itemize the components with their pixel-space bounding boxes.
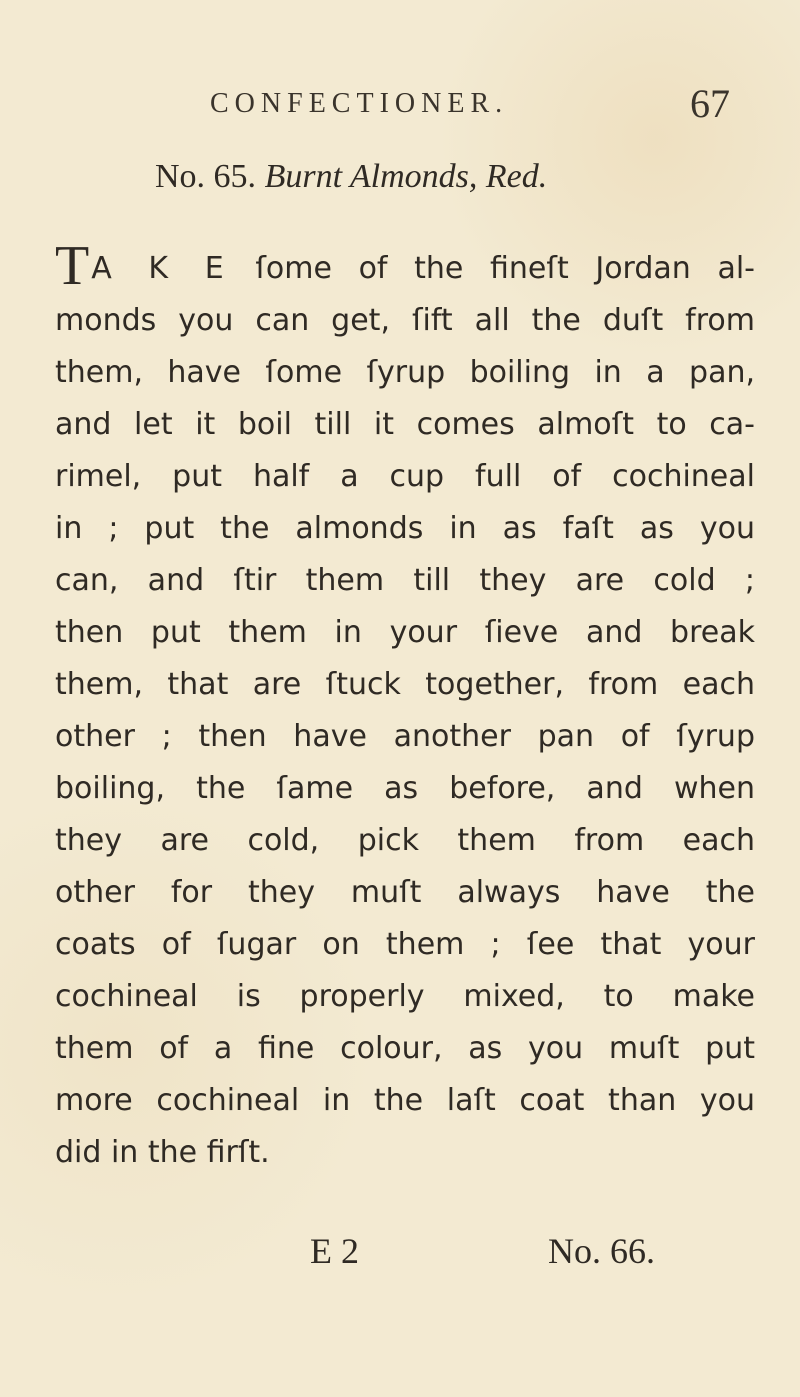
body-line: them of a fine colour, as you muſt put	[55, 1031, 755, 1066]
body-line: boiling, the ſame as before, and when	[55, 771, 755, 806]
body-line: them, have ſome ſyrup boiling in a pan,	[55, 355, 755, 390]
body-line: cochineal is properly mixed, to make	[55, 979, 755, 1014]
body-line: in ; put the almonds in as faſt as you	[55, 511, 755, 546]
body-line: them, that are ſtuck together, from each	[55, 667, 755, 702]
page-footer	[0, 1230, 800, 1280]
running-title: CONFECTIONER.	[210, 88, 509, 119]
body-line: can, and ſtir them till they are cold ;	[55, 563, 755, 598]
body-line: more cochineal in the laſt coat than you	[55, 1083, 755, 1118]
body-line: rimel, put half a cup full of cochineal	[55, 459, 755, 494]
body-line-text: ſome of the fineſt Jordan al-	[255, 251, 755, 286]
page-number: 67	[690, 81, 730, 126]
recipe-number: No. 65.	[155, 158, 257, 195]
page-header	[210, 80, 750, 130]
body-line-1	[55, 235, 755, 297]
drop-cap: T	[55, 235, 92, 297]
body-line: did in the firſt.	[55, 1135, 270, 1170]
signature-mark: E 2	[310, 1231, 359, 1271]
body-line: other for they muſt always have the	[55, 875, 755, 910]
recipe-title: Burnt Almonds, Red.	[264, 158, 548, 195]
body-line: and let it boil till it comes almoſt to ca-	[55, 407, 755, 442]
body-line: they are cold, pick them from each	[55, 823, 755, 858]
body-line: coats of ſugar on them ; ſee that your	[55, 927, 755, 962]
first-word-rest: A K E	[91, 251, 229, 286]
recipe-body	[55, 180, 755, 1179]
body-line: then put them in your ſieve and break	[55, 615, 755, 650]
body-line: other ; then have another pan of ſyrup	[55, 719, 755, 754]
body-line: monds you can get, ſift all the duſt from	[55, 303, 755, 338]
catchword: No. 66.	[548, 1231, 655, 1271]
